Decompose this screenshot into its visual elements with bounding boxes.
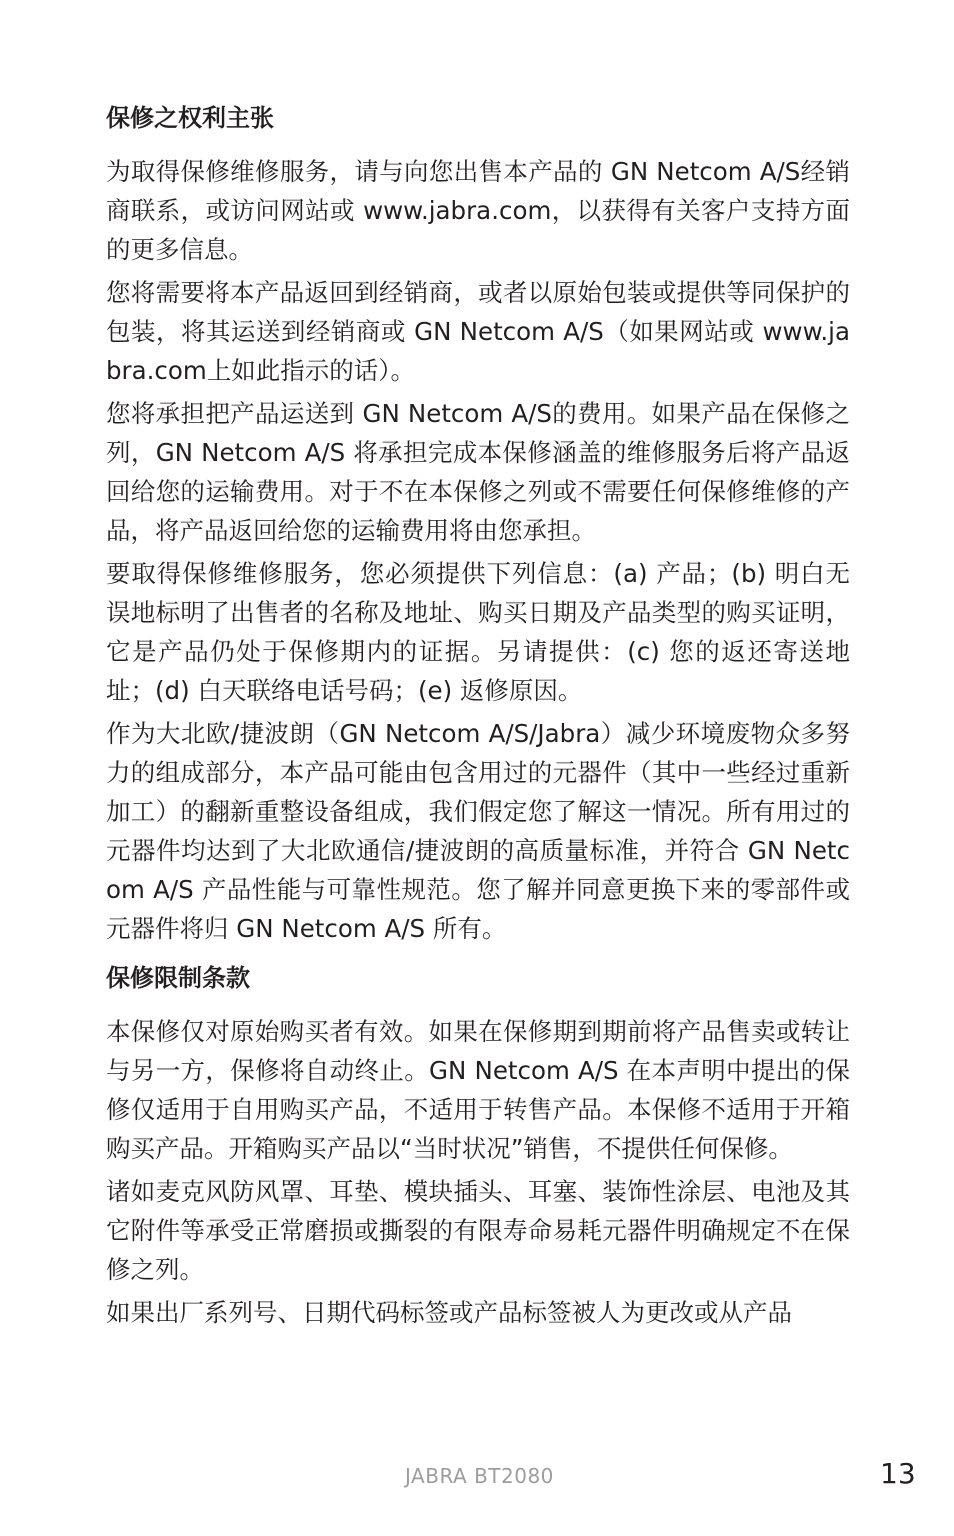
paragraph: 您将承担把产品运送到 GN Netcom A/S的费用。如果产品在保修之列，GN Netcom A/S 将承担完成本保修涵盖的维修服务后将产品返回给您的运输费用。对于不在本保修之列或不需要任何保修维修的产品，将产品返回给您的运输费用将由您承担。 bbox=[106, 399, 850, 545]
paragraph: 诸如麦克风防风罩、耳垫、模块插头、耳塞、装饰性涂层、电池及其它附件等承受正常磨损或撕裂的有限寿命易耗元器件明确规定不在保修之列。 bbox=[106, 1177, 850, 1284]
section-heading-warranty-claims: 保修之权利主张 bbox=[106, 104, 274, 132]
paragraph: 如果出厂系列号、日期代码标签或产品标签被人为更改或从产品 bbox=[106, 1298, 792, 1327]
footer-product-title: JABRA BT2080 bbox=[405, 1464, 554, 1488]
page-number: 13 bbox=[880, 1457, 916, 1490]
paragraph: 本保修仅对原始购买者有效。如果在保修期到期前将产品售卖或转让与另一方，保修将自动终止。GN Netcom A/S 在本声明中提出的保修仅适用于自用购买产品，不适用于转售产品。本保修不适用于开箱购买产品。开箱购买产品以“当时状况”销售，不提供任何保修。 bbox=[106, 1017, 850, 1163]
paragraph: 为取得保修维修服务，请与向您出售本产品的 GN Netcom A/S经销商联系，或访问网站或 www.jabra.com，以获得有关客户支持方面的更多信息。 bbox=[106, 157, 850, 264]
paragraph: 您将需要将本产品返回到经销商，或者以原始包装或提供等同保护的包装，将其运送到经销商或 GN Netcom A/S（如果网站或 www.jabra.com上如此指示的话）。 bbox=[106, 278, 850, 385]
paragraph: 要取得保修维修服务，您必须提供下列信息：(a) 产品；(b) 明白无误地标明了出售者的名称及地址、购买日期及产品类型的购买证明，它是产品仍处于保修期内的证据。另请提供：(c) 您的返还寄送地址；(d) 白天联络电话号码；(e) 返修原因。 bbox=[106, 559, 850, 705]
section-heading-warranty-limitations: 保修限制条款 bbox=[106, 964, 250, 992]
document-body bbox=[106, 98, 850, 1336]
paragraph: 作为大北欧/捷波朗（GN Netcom A/S/Jabra）减少环境废物众多努力的组成部分，本产品可能由包含用过的元器件（其中一些经过重新加工）的翻新重整设备组成，我们假定您了解这一情况。所有用过的元器件均达到了大北欧通信/捷波朗的高质量标准，并符合 GN Netcom A/S 产品性能与可靠性规范。您了解并同意更换下来的零部件或元器件将归 GN Netcom A/S 所有。 bbox=[106, 719, 850, 943]
